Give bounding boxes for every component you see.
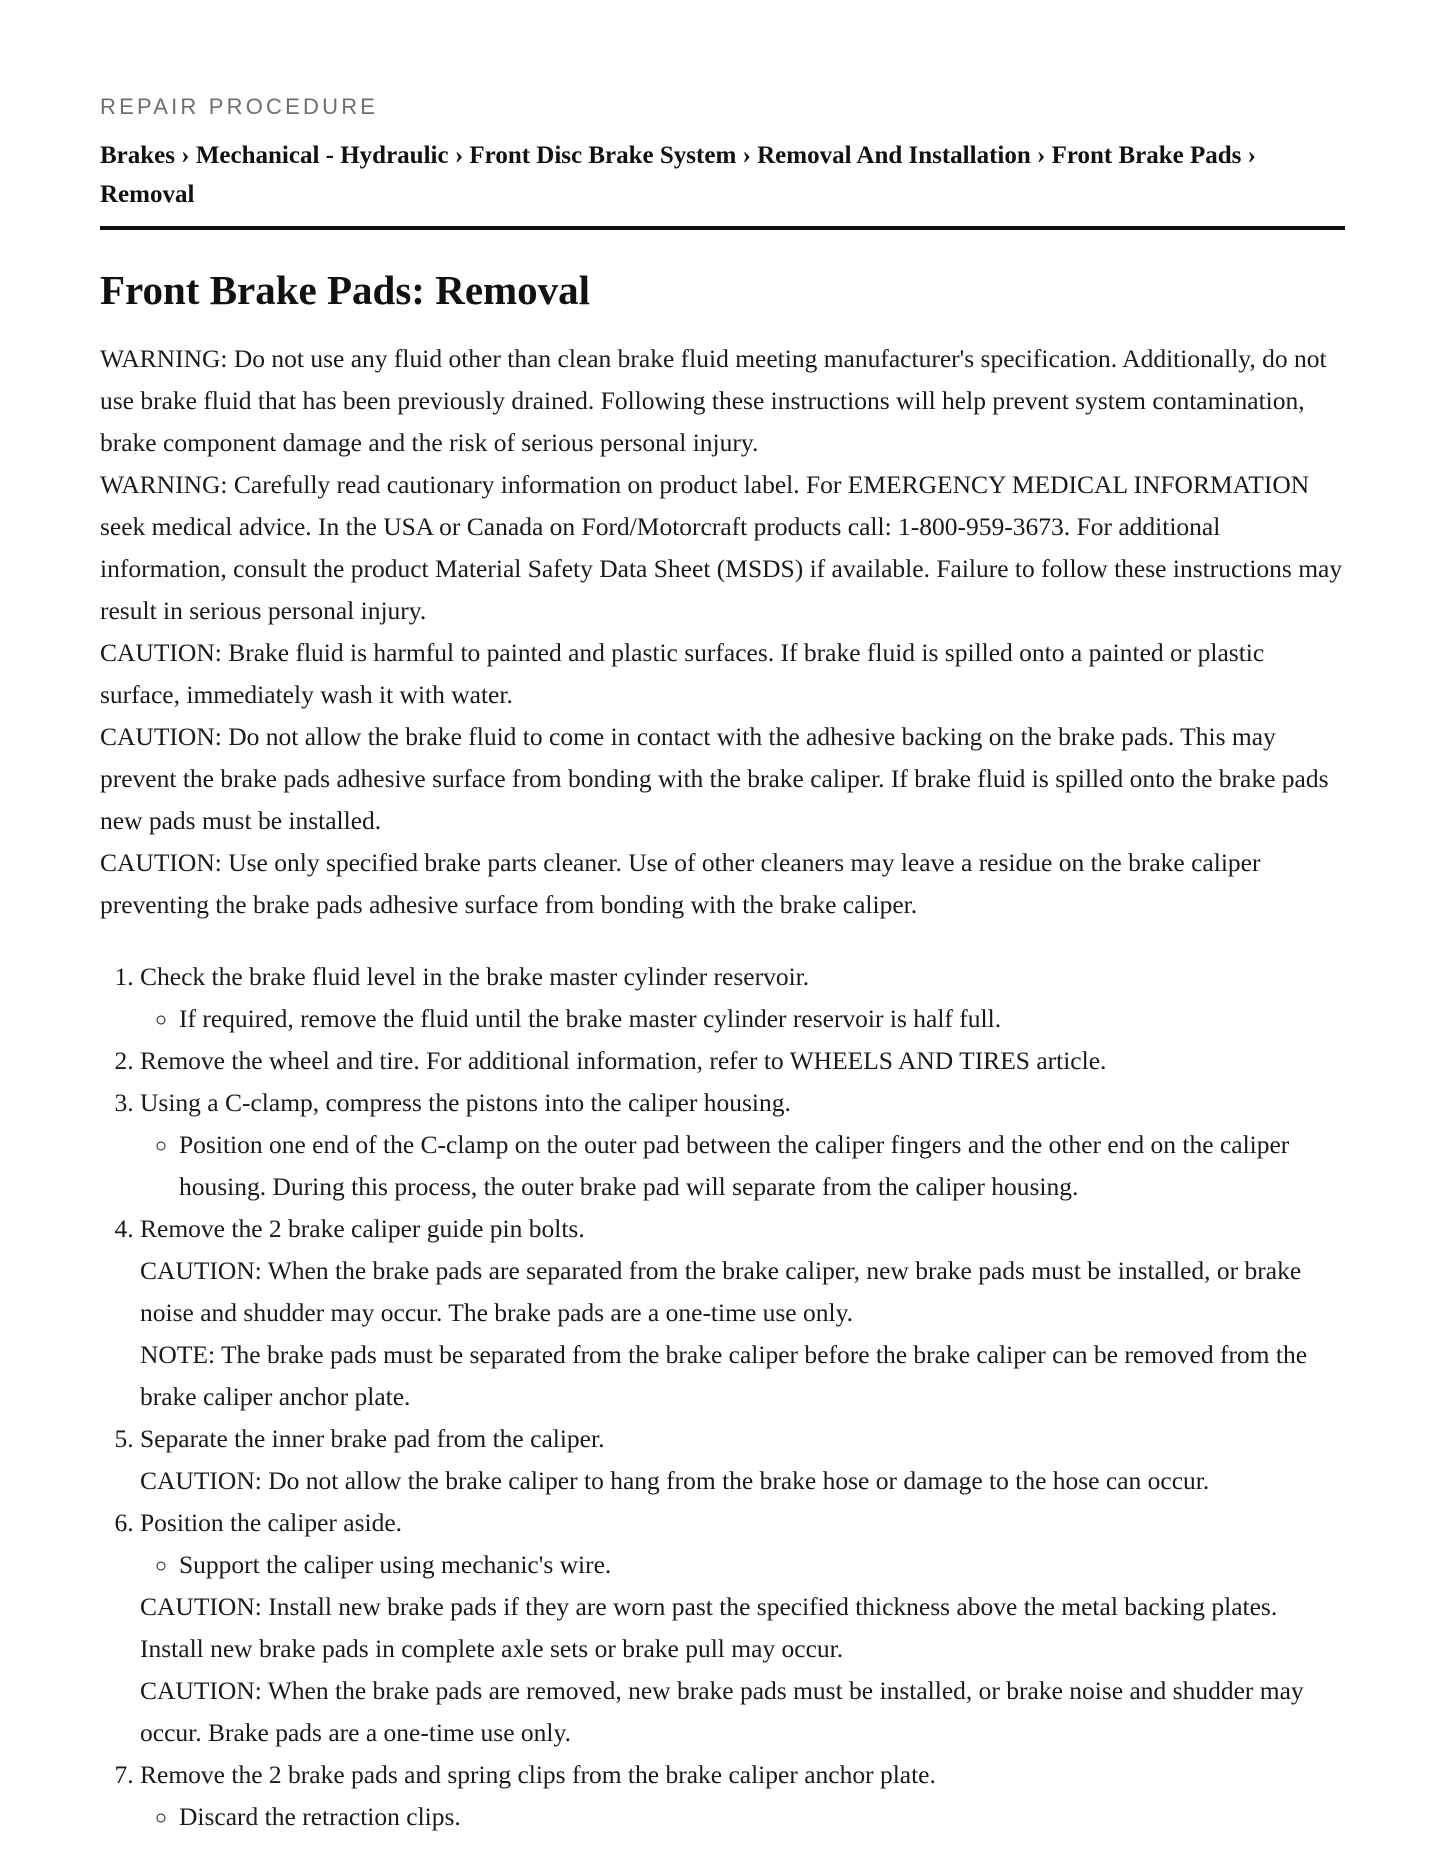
caution-paragraph: CAUTION: Do not allow the brake fluid to come in contact with the adhesive backing on the brake pads. This may prevent the brake pads adhesive surface from bonding with the brake caliper. If brake fluid is spilled onto the brake pads new pads must be installed. <box>100 722 1329 835</box>
step-item <box>140 1502 1345 1754</box>
document-page <box>100 92 1345 1838</box>
step-text: Check the brake fluid level in the brake master cylinder reservoir. <box>140 962 810 991</box>
step-text: Remove the 2 brake caliper guide pin bolts. <box>140 1214 585 1243</box>
sub-steps <box>140 1796 1345 1838</box>
step-text: Using a C-clamp, compress the pistons into the caliper housing. <box>140 1088 791 1117</box>
sub-steps <box>140 1124 1345 1208</box>
step-text: Position the caliper aside. <box>140 1508 403 1537</box>
sub-steps <box>140 1544 1345 1586</box>
step-item <box>140 956 1345 1040</box>
step-caution: CAUTION: When the brake pads are removed, new brake pads must be installed, or brake noise and shudder may occur. Brake pads are a one-time use only. <box>140 1676 1304 1747</box>
step-caution: CAUTION: Install new brake pads if they are worn past the specified thickness above the metal backing plates. Install new brake pads in complete axle sets or brake pull may occur. <box>140 1592 1278 1663</box>
step-note: NOTE: The brake pads must be separated from the brake caliper before the brake caliper can be removed from the brake caliper anchor plate. <box>140 1340 1308 1411</box>
sub-step-item: ◦ Discard the retraction clips. <box>179 1796 1345 1838</box>
page-title: Front Brake Pads: Removal <box>100 267 591 313</box>
step-text: Separate the inner brake pad from the caliper. <box>140 1424 605 1453</box>
step-item <box>140 1418 1345 1502</box>
sub-step-item: ◦ Position one end of the C-clamp on the outer pad between the caliper fingers and the other end on the caliper housing. During this process, the outer brake pad will separate from the caliper housing. <box>179 1124 1345 1208</box>
step-text: Remove the 2 brake pads and spring clips from the brake caliper anchor plate. <box>140 1760 936 1789</box>
step-text: Remove the wheel and tire. For additional information, refer to WHEELS AND TIRES article. <box>140 1046 1107 1075</box>
step-caution: CAUTION: When the brake pads are separated from the brake caliper, new brake pads must be installed, or brake noise and shudder may occur. The brake pads are a one-time use only. <box>140 1256 1302 1327</box>
step-item <box>140 1040 1345 1082</box>
procedure-steps <box>100 956 1345 1838</box>
step-item <box>140 1754 1345 1838</box>
caution-paragraph: CAUTION: Use only specified brake parts cleaner. Use of other cleaners may leave a residue on the brake caliper preventing the brake pads adhesive surface from bonding with the brake caliper. <box>100 848 1261 919</box>
step-item <box>140 1208 1345 1418</box>
sub-step-item: ◦ If required, remove the fluid until the brake master cylinder reservoir is half full. <box>179 998 1345 1040</box>
breadcrumb: Brakes › Mechanical - Hydraulic › Front Disc Brake System › Removal And Installation › Front Brake Pads › Removal <box>100 142 1256 208</box>
sub-step-item: ◦ Support the caliper using mechanic's wire. <box>179 1544 1345 1586</box>
caution-paragraph: CAUTION: Brake fluid is harmful to painted and plastic surfaces. If brake fluid is spilled onto a painted or plastic surface, immediately wash it with water. <box>100 638 1265 709</box>
step-caution: CAUTION: Do not allow the brake caliper to hang from the brake hose or damage to the hose can occur. <box>140 1466 1210 1495</box>
section-kicker: REPAIR PROCEDURE <box>100 94 379 119</box>
procedure-body <box>100 338 1345 1838</box>
warning-paragraph: WARNING: Carefully read cautionary information on product label. For EMERGENCY MEDICAL INFORMATION seek medical advice. In the USA or Canada on Ford/Motorcraft products call: 1-800-959-3673. For additional information, consult the product Material Safety Data Sheet (MSDS) if available. Failure to follow these instructions may result in serious personal injury. <box>100 470 1343 625</box>
step-item <box>140 1082 1345 1208</box>
header-divider <box>100 226 1345 230</box>
warning-paragraph: WARNING: Do not use any fluid other than clean brake fluid meeting manufacturer's specification. Additionally, do not use brake fluid that has been previously drained. Following these instructions will help prevent system contamination, brake component damage and the risk of serious personal injury. <box>100 344 1327 457</box>
sub-steps <box>140 998 1345 1040</box>
